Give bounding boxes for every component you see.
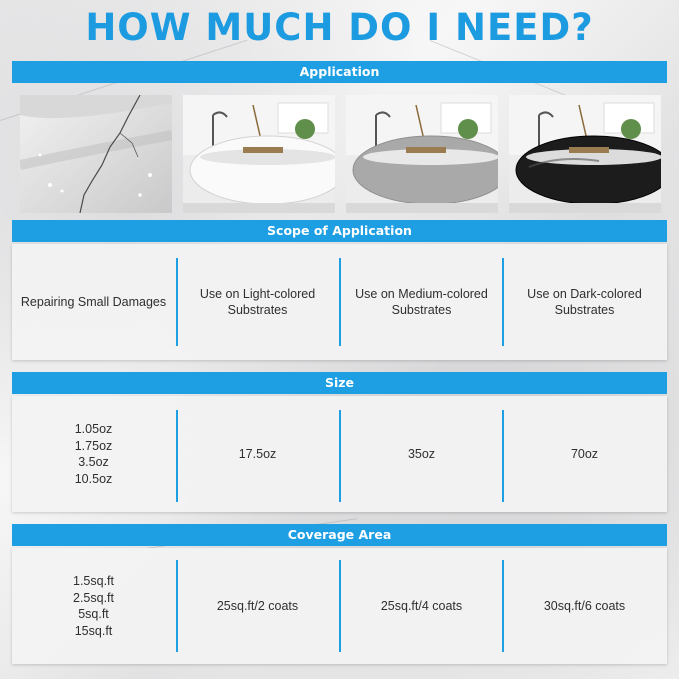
scope-header: Scope of Application — [12, 220, 667, 242]
size-value: 10.5oz — [74, 471, 113, 486]
application-photos — [20, 95, 660, 213]
coverage-cell-small-kits — [12, 548, 175, 664]
white-bathtub-photo — [183, 95, 335, 213]
scope-row — [12, 244, 667, 360]
size-cell: 17.5oz — [238, 446, 277, 461]
page-title: HOW MUCH DO I NEED? — [85, 6, 594, 49]
column-divider — [502, 410, 504, 502]
scope-cell: Repairing Small Damages — [20, 294, 167, 309]
coverage-value: 15sq.ft — [74, 623, 113, 638]
column-divider — [176, 410, 178, 502]
coverage-value: 2.5sq.ft — [73, 590, 114, 605]
scope-cell: Use on Light-colored Substrates — [199, 286, 316, 317]
application-header: Application — [12, 61, 667, 83]
coverage-cell: 25sq.ft/4 coats — [380, 598, 463, 613]
column-divider — [176, 258, 178, 346]
column-divider — [176, 560, 178, 652]
column-divider — [339, 560, 341, 652]
size-value: 3.5oz — [78, 455, 109, 469]
coverage-header: Coverage Area — [12, 524, 667, 546]
scope-cell: Use on Dark-colored Substrates — [527, 286, 642, 317]
size-value: 1.75oz — [74, 438, 113, 453]
column-divider — [339, 410, 341, 502]
gray-bathtub-photo — [346, 95, 498, 213]
coverage-value: 5sq.ft — [78, 607, 109, 621]
column-divider — [502, 560, 504, 652]
bathtub-crack-photo — [20, 95, 172, 213]
size-cell: 70oz — [570, 446, 599, 461]
size-row — [12, 396, 667, 512]
coverage-value: 1.5sq.ft — [73, 574, 114, 588]
scope-cell: Use on Medium-colored Substrates — [355, 286, 488, 317]
size-cell: 35oz — [407, 446, 436, 461]
column-divider — [339, 258, 341, 346]
black-bathtub-photo — [509, 95, 661, 213]
coverage-cell: 30sq.ft/6 coats — [543, 598, 626, 613]
column-divider — [502, 258, 504, 346]
size-cell-small-kits — [12, 396, 175, 512]
coverage-row — [12, 548, 667, 664]
size-value: 1.05oz — [74, 422, 113, 436]
size-header: Size — [12, 372, 667, 394]
coverage-cell: 25sq.ft/2 coats — [216, 598, 299, 613]
